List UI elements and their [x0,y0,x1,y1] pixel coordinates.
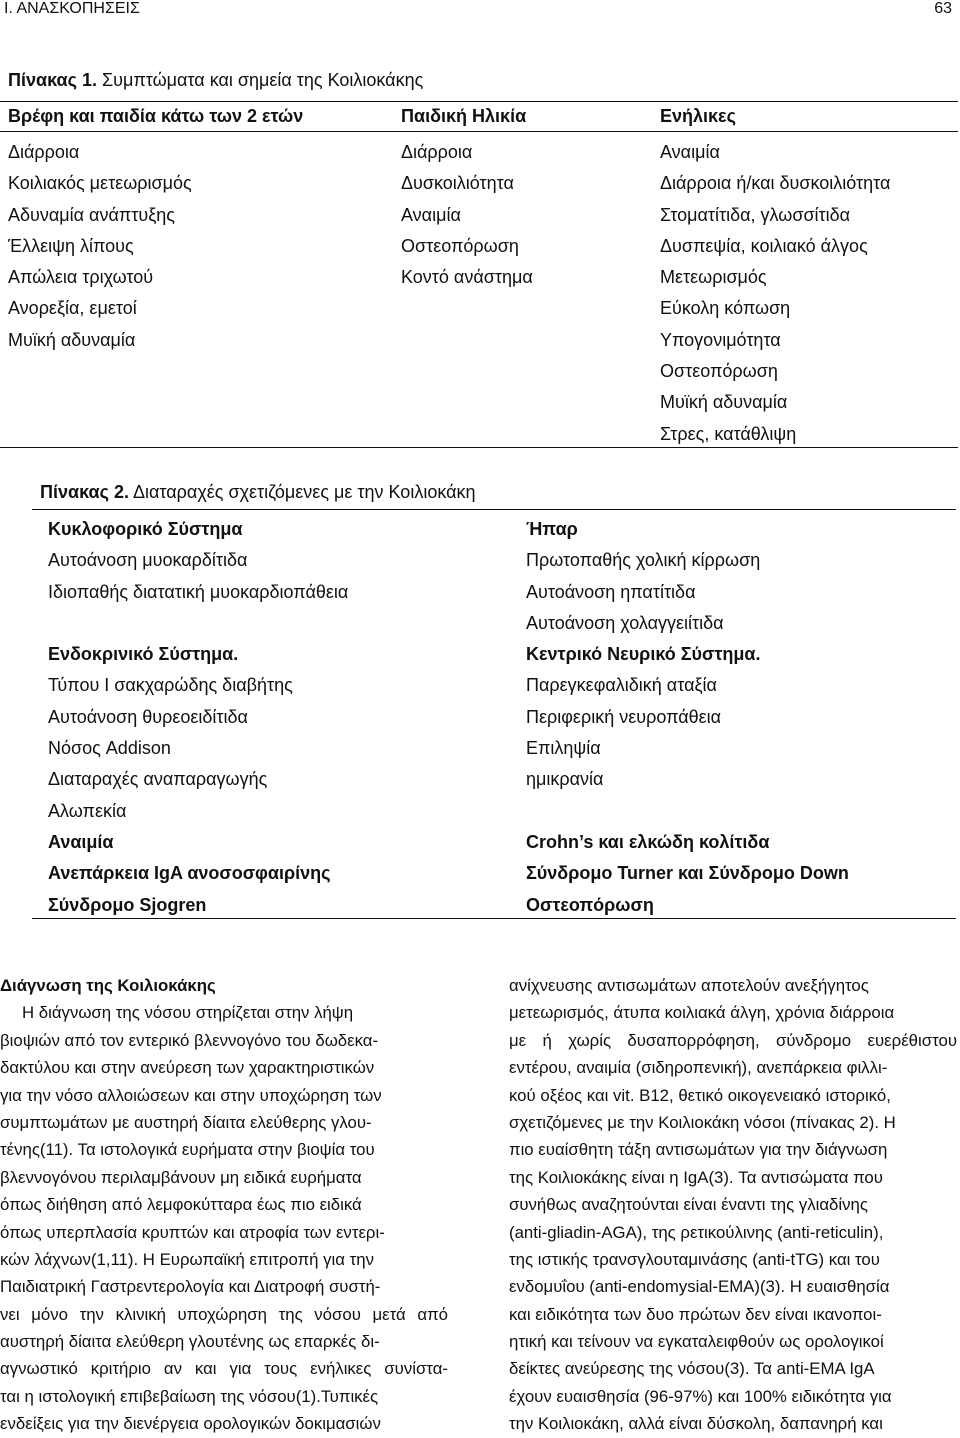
table-cell: Αναιμία [660,142,720,162]
table-cell: Υπογονιμότητα [660,329,781,350]
table-row: Ήπαρ [526,519,578,539]
table-row: Νόσος Addison [48,738,171,759]
paragraph-line: ενδομυΐου (anti-endomysial-EMA)(3). Η ευαισθησία [509,1277,890,1297]
table-cell: Διάρροια [401,142,473,162]
table-row: Τύπου Ι σακχαρώδης διαβήτης [48,675,293,696]
paragraph-line: νει μόνο την κλινική υποχώρηση της νόσου μετά από [0,1304,448,1324]
table1-title: Συμπτώματα και σημεία της Κοιλιοκάκης [101,70,424,90]
table-cell: Μυϊκή αδυναμία [8,329,136,350]
paragraph-line: της Κοιλιοκάκης είναι η IgA(3). Τα αντισώματα που [509,1167,883,1187]
table-cell: Οστεοπόρωση [660,361,778,382]
section-heading: Διάγνωση της Κοιλιοκάκης [0,976,216,995]
paragraph-line: Παιδιατρική Γαστρεντερολογία και Διατροφή συστή- [0,1277,381,1297]
paragraph-line: πιο ευαίσθητη τάξη αντισωμάτων για την διάγνωση [509,1140,888,1160]
table-cell: Αδυναμία ανάπτυξης [8,204,175,225]
paragraph-line: μετεωρισμός, άτυπα κοιλιακά άλγη, χρόνια διάρροια [509,1003,895,1023]
table-cell: Δυσπεψία, κοιλιακό άλγος [660,235,868,256]
table-row: Αλωπεκία [48,800,127,821]
table-cell: Μετεωρισμός [660,267,767,288]
table-cell: Στρες, κατάθλιψη [660,423,797,444]
paragraph-line: δείκτες ανεύρεσης της νόσου(3). Τα anti-EMA IgA [509,1359,875,1379]
paragraph-line: ητική και τείνουν να εγκαταλειφθούν ως ορολογικοί [509,1332,884,1352]
table2-label: Πίνακας 2. [40,482,129,502]
table1-header-rule [0,131,958,132]
table-row [526,796,849,827]
paragraph-line: για την νόσο αλλοιώσεων και στην υποχώρηση των [0,1085,382,1105]
table-row: Επιληψία [526,738,601,759]
table-row: Αυτοάνοση χολαγγειίτιδα [526,612,724,633]
table1-caption [8,70,423,91]
table-cell: Στοματίτιδα, γλωσσίτιδα [660,204,851,225]
paragraph-line: εντέρου, αναιμία (σιδηροπενική), ανεπάρκεια φιλλι- [509,1058,888,1078]
table-cell: Κοντό ανάστημα [401,267,533,288]
table-cell: Οστεοπόρωση [401,235,519,256]
table-cell: Κοιλιακός μετεωρισμός [8,173,192,194]
table1-header-adults: Ενήλικες [660,106,736,126]
table-cell: Αναιμία [401,204,461,225]
body-right-column [509,972,957,1438]
paragraph-line: όπως διήθηση από λεμφοκύτταρα έως πιο ειδικά [0,1195,362,1215]
paragraph-line: κού οξέος και vit. B12, θετικό οικογενειακό ιστορικό, [509,1085,891,1105]
table-row: Πρωτοπαθής χολική κίρρωση [526,550,761,571]
table-row: Σύνδρομο Turner και Σύνδρομο Down [526,863,849,884]
paragraph-line: και ειδικότητα των δυο πρώτων δεν είναι ικανοποι- [509,1304,882,1324]
paragraph-line: συμπτωμάτων με αυστηρή δίαιτα ελεύθερης γλου- [0,1112,372,1132]
table1-column-adults [660,137,890,450]
table2-left-column [48,514,348,921]
table-row: Κυκλοφορικό Σύστημα [48,519,243,539]
paragraph-line: βλεννογόνου περιλαμβάνουν μη ειδικά ευρήματα [0,1167,362,1187]
table2-caption [40,482,476,503]
table1-column-infants [8,137,192,356]
paragraph-line: αγνωστικό κριτήριο αν και για τους ενήλικες συνίστα- [0,1359,448,1379]
table-cell: Διάρροια ή/και δυσκοιλιότητα [660,173,891,194]
table-row: Σύνδρομο Sjogren [48,894,207,915]
table1-header-infants: Βρέφη και παιδία κάτω των 2 ετών [8,106,304,126]
table-row: Διαταραχές αναπαραγωγής [48,769,268,790]
table-row: Αναιμία [48,831,114,852]
paragraph-line: με ή χωρίς δυσαπορρόφηση, σύνδρομο ευερέθιστου [509,1030,957,1050]
table-cell: Διάρροια [8,142,80,162]
body-left-column [0,972,448,1438]
page-header [0,0,960,20]
table-row: Crohn’s και ελκώδη κολίτιδα [526,831,770,852]
paragraph-line: ενδείξεις για την διενέργεια ορολογικών δοκιμασιών [0,1414,381,1434]
table1-column-children [401,137,533,293]
paragraph-line: αυστηρή δίαιτα ελεύθερη γλουτένης ως επαρκές δι- [0,1332,380,1352]
table-row [48,608,348,639]
paragraph-line: έχουν ευαισθησία (96-97%) και 100% ειδικότητα για [509,1386,892,1406]
table2-top-rule [32,509,956,510]
table-cell: Έλλειψη λίπους [8,235,134,256]
section-title: Ι. ΑΝΑΣΚΟΠΗΣΕΙΣ [4,0,140,17]
paragraph-line: δακτύλου και στην ανεύρεση των χαρακτηριστικών [0,1058,375,1078]
page-number: 63 [934,0,952,17]
paragraph-line: την Κοιλιοκάκη, αλλά είναι δύσκολη, δαπανηρή και [509,1414,883,1434]
table-row: Αυτοάνοση μυοκαρδίτιδα [48,550,248,571]
table2-bottom-rule [32,918,956,919]
table-row: Ανεπάρκεια IgA ανοσοσφαιρίνης [48,863,331,884]
table1-bottom-rule [0,447,958,448]
table-row: Παρεγκεφαλιδική αταξία [526,675,717,696]
table-cell: Δυσκοιλιότητα [401,173,514,194]
table1-header-children: Παιδική Ηλικία [401,106,527,126]
table-row: Αυτοάνοση ηπατίτιδα [526,581,696,602]
table-row: ημικρανία [526,769,604,790]
paragraph-line: Η διάγνωση της νόσου στηρίζεται στην λήψη [22,1003,354,1023]
paragraph-line: ανίχνευσης αντισωμάτων αποτελούν ανεξήγητος [509,976,869,995]
table-row: Περιφερική νευροπάθεια [526,706,722,727]
paragraph-line: σχετιζόμενες με την Κοιλιοκάκη νόσοι (πίνακας 2). Η [509,1112,896,1132]
table-cell: Ανορεξία, εμετοί [8,298,137,319]
table-row: Αυτοάνοση θυρεοειδίτιδα [48,706,248,727]
table-cell: Απώλεια τριχωτού [8,267,154,288]
table1-top-rule [0,101,958,102]
paragraph-line: κών λάχνων(1,11). Η Ευρωπαϊκή επιτροπή για την [0,1249,374,1269]
table-cell: Εύκολη κόπωση [660,298,791,319]
table-row: Κεντρικό Νευρικό Σύστημα. [526,644,761,665]
table2-title: Διαταραχές σχετιζόμενες με την Κοιλιοκάκη [132,482,476,502]
table-row: Οστεοπόρωση [526,894,654,915]
paragraph-line: ται η ιστολογική επιβεβαίωση της νόσου(1).Τυπικές [0,1386,379,1406]
paragraph-line: της ιστικής τρανσγλουταμινάσης (anti-tTG) και του [509,1249,880,1269]
paragraph-line: βιοψιών από τον εντερικό βλεννογόνο του δωδεκα- [0,1030,379,1050]
paragraph-line: όπως υπερπλασία κρυπτών και ατροφία των εντερι- [0,1222,385,1242]
table-row: Ιδιοπαθής διατατική μυοκαρδιοπάθεια [48,581,349,602]
table2-right-column [526,514,849,921]
paragraph-line: (anti-gliadin-AGA), της ρετικούλινης (anti-reticulin), [509,1222,884,1242]
table1-label: Πίνακας 1. [8,70,97,90]
table-cell: Μυϊκή αδυναμία [660,392,788,413]
paragraph-line: τένης(11). Τα ιστολογικά ευρήματα στην βιοψία του [0,1140,375,1160]
paragraph-line: συνήθως αναζητούνται είναι έναντι της γλιαδίνης [509,1195,868,1215]
table-row: Ενδοκρινικό Σύστημα. [48,644,239,665]
